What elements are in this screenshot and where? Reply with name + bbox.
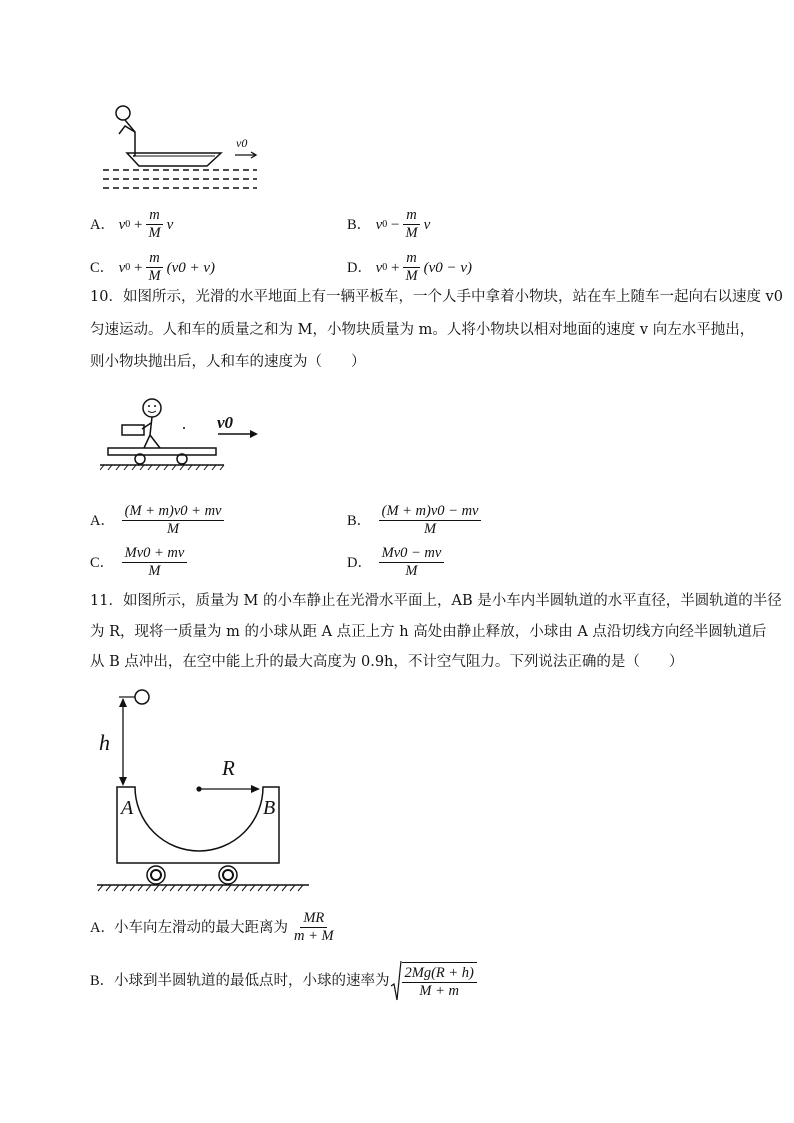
q9-option-a[interactable]: A． v 0 + $\frac{m}{M}$ v [90,207,174,241]
q11-option-a[interactable]: A． 小车向左滑动的最大距离为 $\frac{MR}{m + M}$ [90,910,334,944]
point-b-label: B [263,797,276,819]
point-a-label: A [121,797,134,819]
boat-v0-label: v0 [236,136,248,150]
cart-figure [100,395,270,475]
q11-stem-line1: 11．如图所示，质量为 M 的小车静止在光滑水平面上，AB 是小车内半圆轨道的水平直径，半圆轨道的半径 [90,593,782,609]
q9-option-b[interactable]: B． v 0 − $\frac{m}{M}$ v [347,207,431,241]
q10-option-a[interactable]: A． $\frac{(M + m)v0 + mv}{M}$ [90,503,227,538]
q10-option-d[interactable]: D． $\frac{Mv0 - mv}{M}$ [347,545,447,580]
q11-stem-line3: 从 B 点冲出，在空中能上升的最大高度为 0.9h，不计空气阻力。下列说法正确的是（ ） [90,654,684,670]
q10-stem-line2: 匀速运动。人和车的质量之和为 M，小物块质量为 m。人将小物块以相对地面的速度 v 向左水平抛出， [90,322,755,338]
q11-option-b[interactable]: B． 小球到半圆轨道的最低点时，小球的速率为 $\frac{2Mg(R + h)}{M + m}$ [90,960,477,1002]
q10-number: 10． [90,289,123,305]
radius-label: R [222,756,235,780]
track-cart-figure [95,685,325,895]
q11-stem-line2: 为 R，现将一质量为 m 的小球从距 A 点正上方 h 高处由静止释放，小球由 A 点沿切线方向经半圆轨道后 [90,624,767,640]
q10-option-b[interactable]: B． $\frac{(M + m)v0 - mv}{M}$ [347,503,484,538]
q10-stem-line3: 则小物块抛出后，人和车的速度为（ ） [90,354,366,370]
sqrt-expression: $\frac{2Mg(R + h)}{M + m}$ [390,960,477,1002]
q9-option-d[interactable]: D． v 0 + $\frac{m}{M}$ (v0 − v) [347,250,473,284]
h-label: h [99,730,110,755]
q10-option-c[interactable]: C． $\frac{Mv0 + mv}{M}$ [90,545,190,580]
q11-number: 11． [90,593,123,609]
cart-v0-label: v0 [217,413,234,432]
q9-option-c[interactable]: C． v 0 + $\frac{m}{M}$ (v0 + v) [90,250,216,284]
q10-stem-line1: 10．如图所示，光滑的水平地面上有一辆平板车，一个人手中拿着小物块，站在车上随车一起向右以速度 v0 [90,289,783,305]
